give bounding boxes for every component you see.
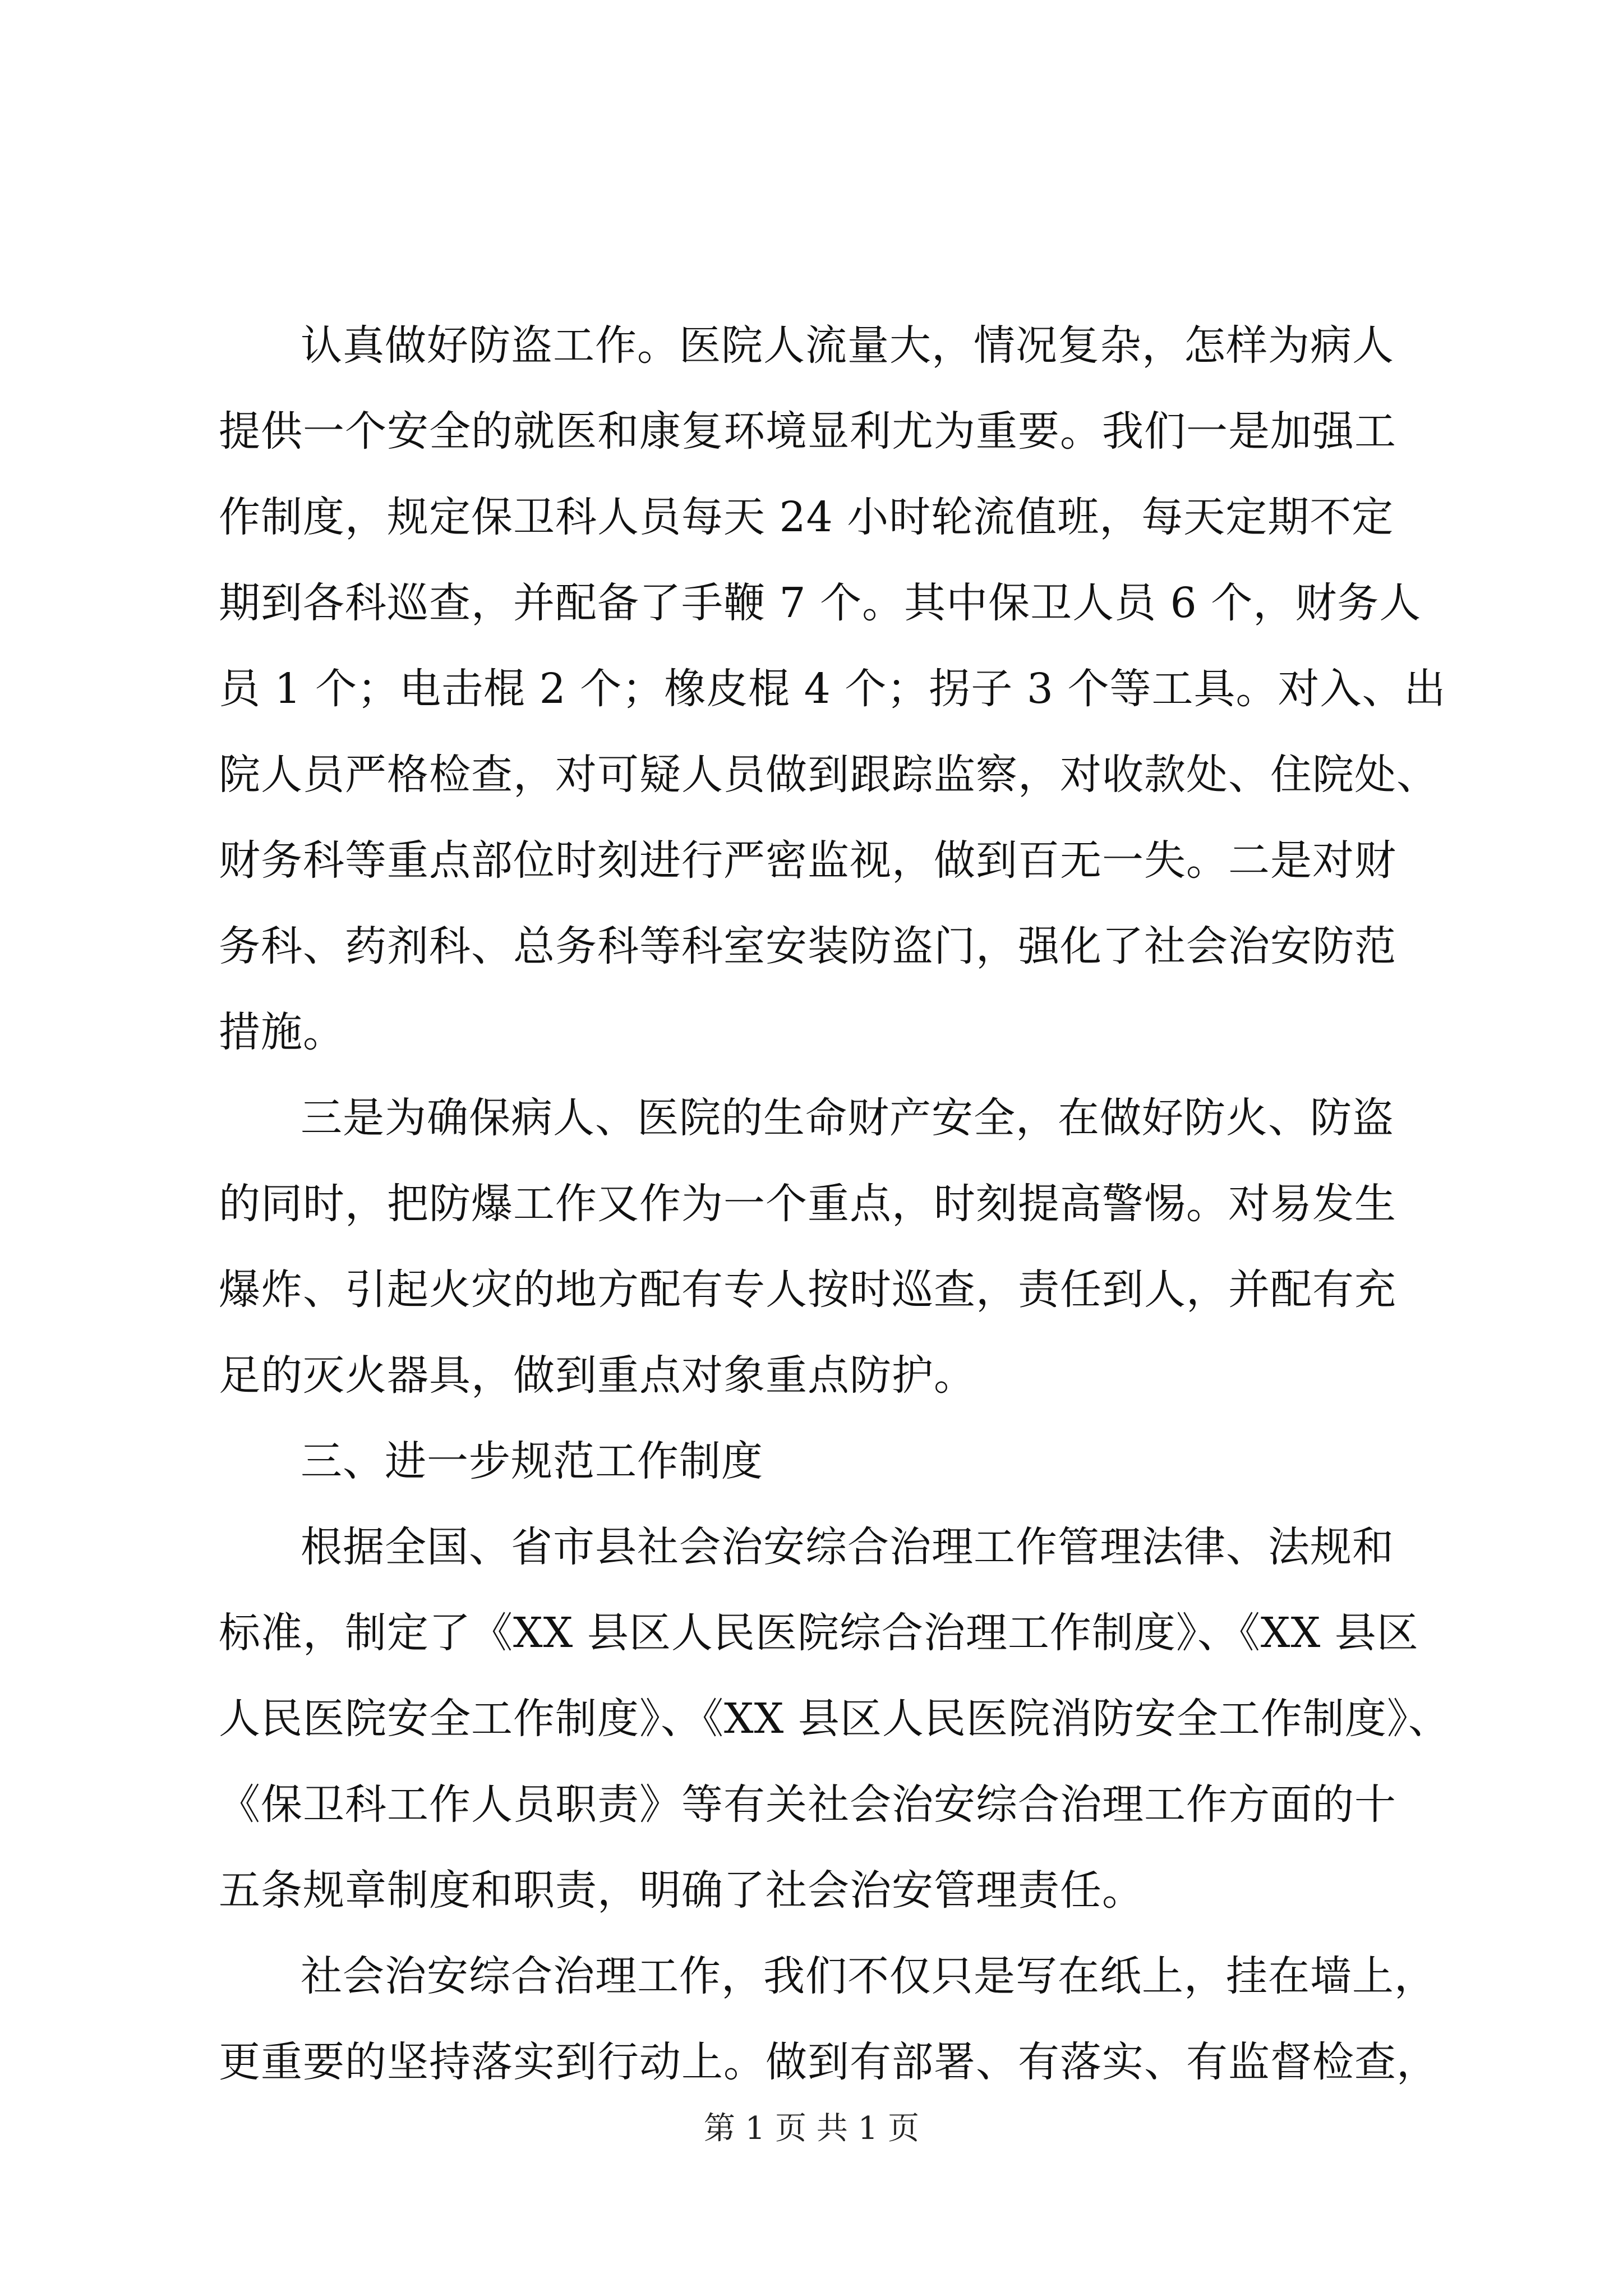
page-number-footer: 第 1 页 共 1 页 xyxy=(703,2110,920,2147)
text-line: 提供一个安全的就医和康复环境显利尤为重要。我们一是加强工 xyxy=(219,407,1396,455)
text-line: 期到各科巡查，并配备了手鞭 7 个。其中保卫人员 6 个，财务人 xyxy=(219,579,1422,627)
text-line: 根据全国、省市县社会治安综合治理工作管理法律、法规和 xyxy=(301,1523,1394,1571)
text-line: 足的灭火器具，做到重点对象重点防护。 xyxy=(219,1351,976,1400)
text-line: 标准，制定了《XX 县区人民医院综合治理工作制度》、《XX 县区 xyxy=(219,1609,1419,1657)
text-line: 五条规章制度和职责，明确了社会治安管理责任。 xyxy=(219,1866,1144,1915)
text-line: 更重要的坚持落实到行动上。做到有部署、有落实、有监督检查， xyxy=(219,2038,1438,2086)
text-line: 《保卫科工作人员职责》等有关社会治安综合治理工作方面的十 xyxy=(219,1780,1396,1829)
text-line: 员 1 个；电击棍 2 个；橡皮棍 4 个；拐子 3 个等工具。对入、出 xyxy=(219,665,1446,713)
text-line: 三是为确保病人、医院的生命财产安全，在做好防火、防盗 xyxy=(301,1094,1394,1142)
text-line: 的同时，把防爆工作又作为一个重点，时刻提高警惕。对易发生 xyxy=(219,1180,1396,1228)
section-heading: 三、进一步规范工作制度 xyxy=(301,1437,763,1485)
text-line: 院人员严格检查，对可疑人员做到跟踪监察，对收款处、住院处、 xyxy=(219,751,1438,799)
text-line: 作制度，规定保卫科人员每天 24 小时轮流值班，每天定期不定 xyxy=(219,493,1394,541)
document-body xyxy=(219,303,1453,2105)
text-line: 人民医院安全工作制度》、《XX 县区人民医院消防安全工作制度》、 xyxy=(219,1695,1450,1743)
text-line: 财务科等重点部位时刻进行严密监视，做到百无一失。二是对财 xyxy=(219,836,1396,885)
text-line: 措施。 xyxy=(219,1008,345,1056)
text-line: 社会治安综合治理工作，我们不仅只是写在纸上，挂在墙上， xyxy=(301,1952,1436,2000)
text-line: 认真做好防盗工作。医院人流量大，情况复杂，怎样为病人 xyxy=(301,321,1394,370)
text-line: 爆炸、引起火灾的地方配有专人按时巡查，责任到人，并配有充 xyxy=(219,1266,1396,1314)
text-line: 务科、药剂科、总务科等科室安装防盗门，强化了社会治安防范 xyxy=(219,922,1396,970)
